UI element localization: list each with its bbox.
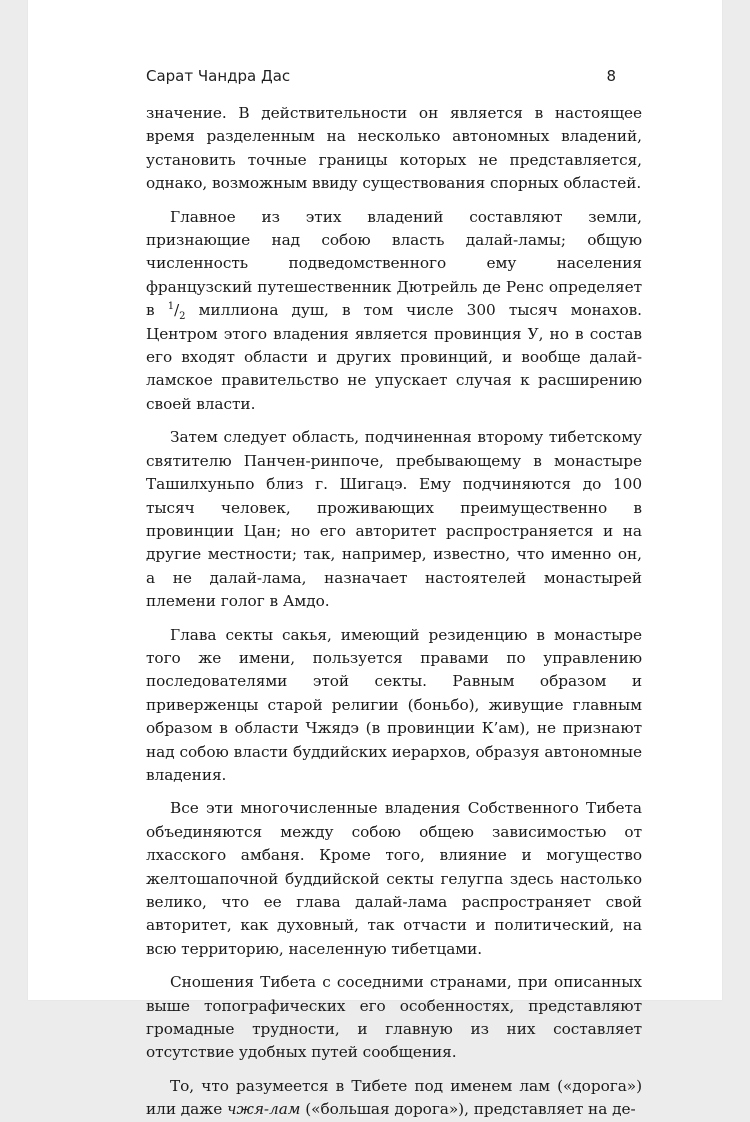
paragraph-7 [146, 1075, 642, 1122]
fraction-slash: / [174, 301, 180, 320]
fraction-one-half [167, 301, 199, 323]
paragraph-2-text-a: Главное из этих владений составляют земли, признающие над собою власть далай-ламы; общую численность подведомственного ему населения французский путешественник Дютрейль де Ренс определяет в [146, 207, 642, 320]
paragraph-2 [146, 206, 642, 417]
paragraph-5: Все эти многочисленные владения Собственного Тибета объединяются между собою общею зависимостью от лхасского амбаня. Кроме того, влияние и могущество желтошапочной буддийской секты гелугпа здесь настолько велико, что ее глава далай-лама распространяет свой авторитет, как духовный, так отчасти и политический, на всю территорию, населенную тибетцами. [146, 799, 642, 958]
body-text [146, 102, 642, 1122]
fraction-denominator: 2 [179, 311, 186, 323]
paragraph-7-text-b: («большая дорога»), представляет на де- [300, 1100, 636, 1119]
paragraph-7-text-a: То, что разумеется в Тибете под именем лам («дорога») или даже [146, 1076, 642, 1119]
book-page [28, 0, 722, 1119]
italic-term: чжя-лам [227, 1100, 301, 1119]
page-number: 8 [606, 67, 616, 85]
paragraph-6: Сношения Тибета с соседними странами, при описанных выше топографических его особенностях, представляют громадные трудности, и главную из них составляет отсутствие удобных путей сообщения. [146, 973, 642, 1062]
paragraph-3: Затем следует область, подчиненная второму тибетскому святителю Панчен-ринпоче, пребывающему в монастыре Ташилхуньпо близ г. Шигацэ. Ему подчиняются до 100 тысяч человек, проживающих преимущественно в провинции Цан; но его авторитет распространяется и на другие местности; так, например, известно, что именно он, а не далай-лама, назначает настоятелей монастырей племени голог в Амдо. [146, 428, 642, 611]
paragraph-4: Глава секты сакья, имеющий резиденцию в монастыре того же имени, пользуется правами по управлению последователями этой секты. Равным образом и приверженцы старой религии (боньбо), живущие главным образом в области Чжядэ (в провинции К’ам), не признают над собою власти буддийских иерархов, образуя автономные владения. [146, 625, 642, 784]
paragraph-1: значение. В действительности он является в настоящее время разделенным на несколько автономных владений, установить точные границы которых не представляется, однако, возможным ввиду существования спорных областей. [146, 104, 642, 193]
paragraph-2-text-b: миллиона душ, в том числе 300 тысяч монахов. Центром этого владения является провинция У, но в состав его входят области и других провинций, и вообще далай-ламское правительство не упускает случая к расширению своей власти. [146, 301, 642, 413]
fraction-numerator: 1 [167, 301, 175, 313]
running-header [146, 64, 616, 88]
author-name: Сарат Чандра Дас [146, 67, 291, 85]
